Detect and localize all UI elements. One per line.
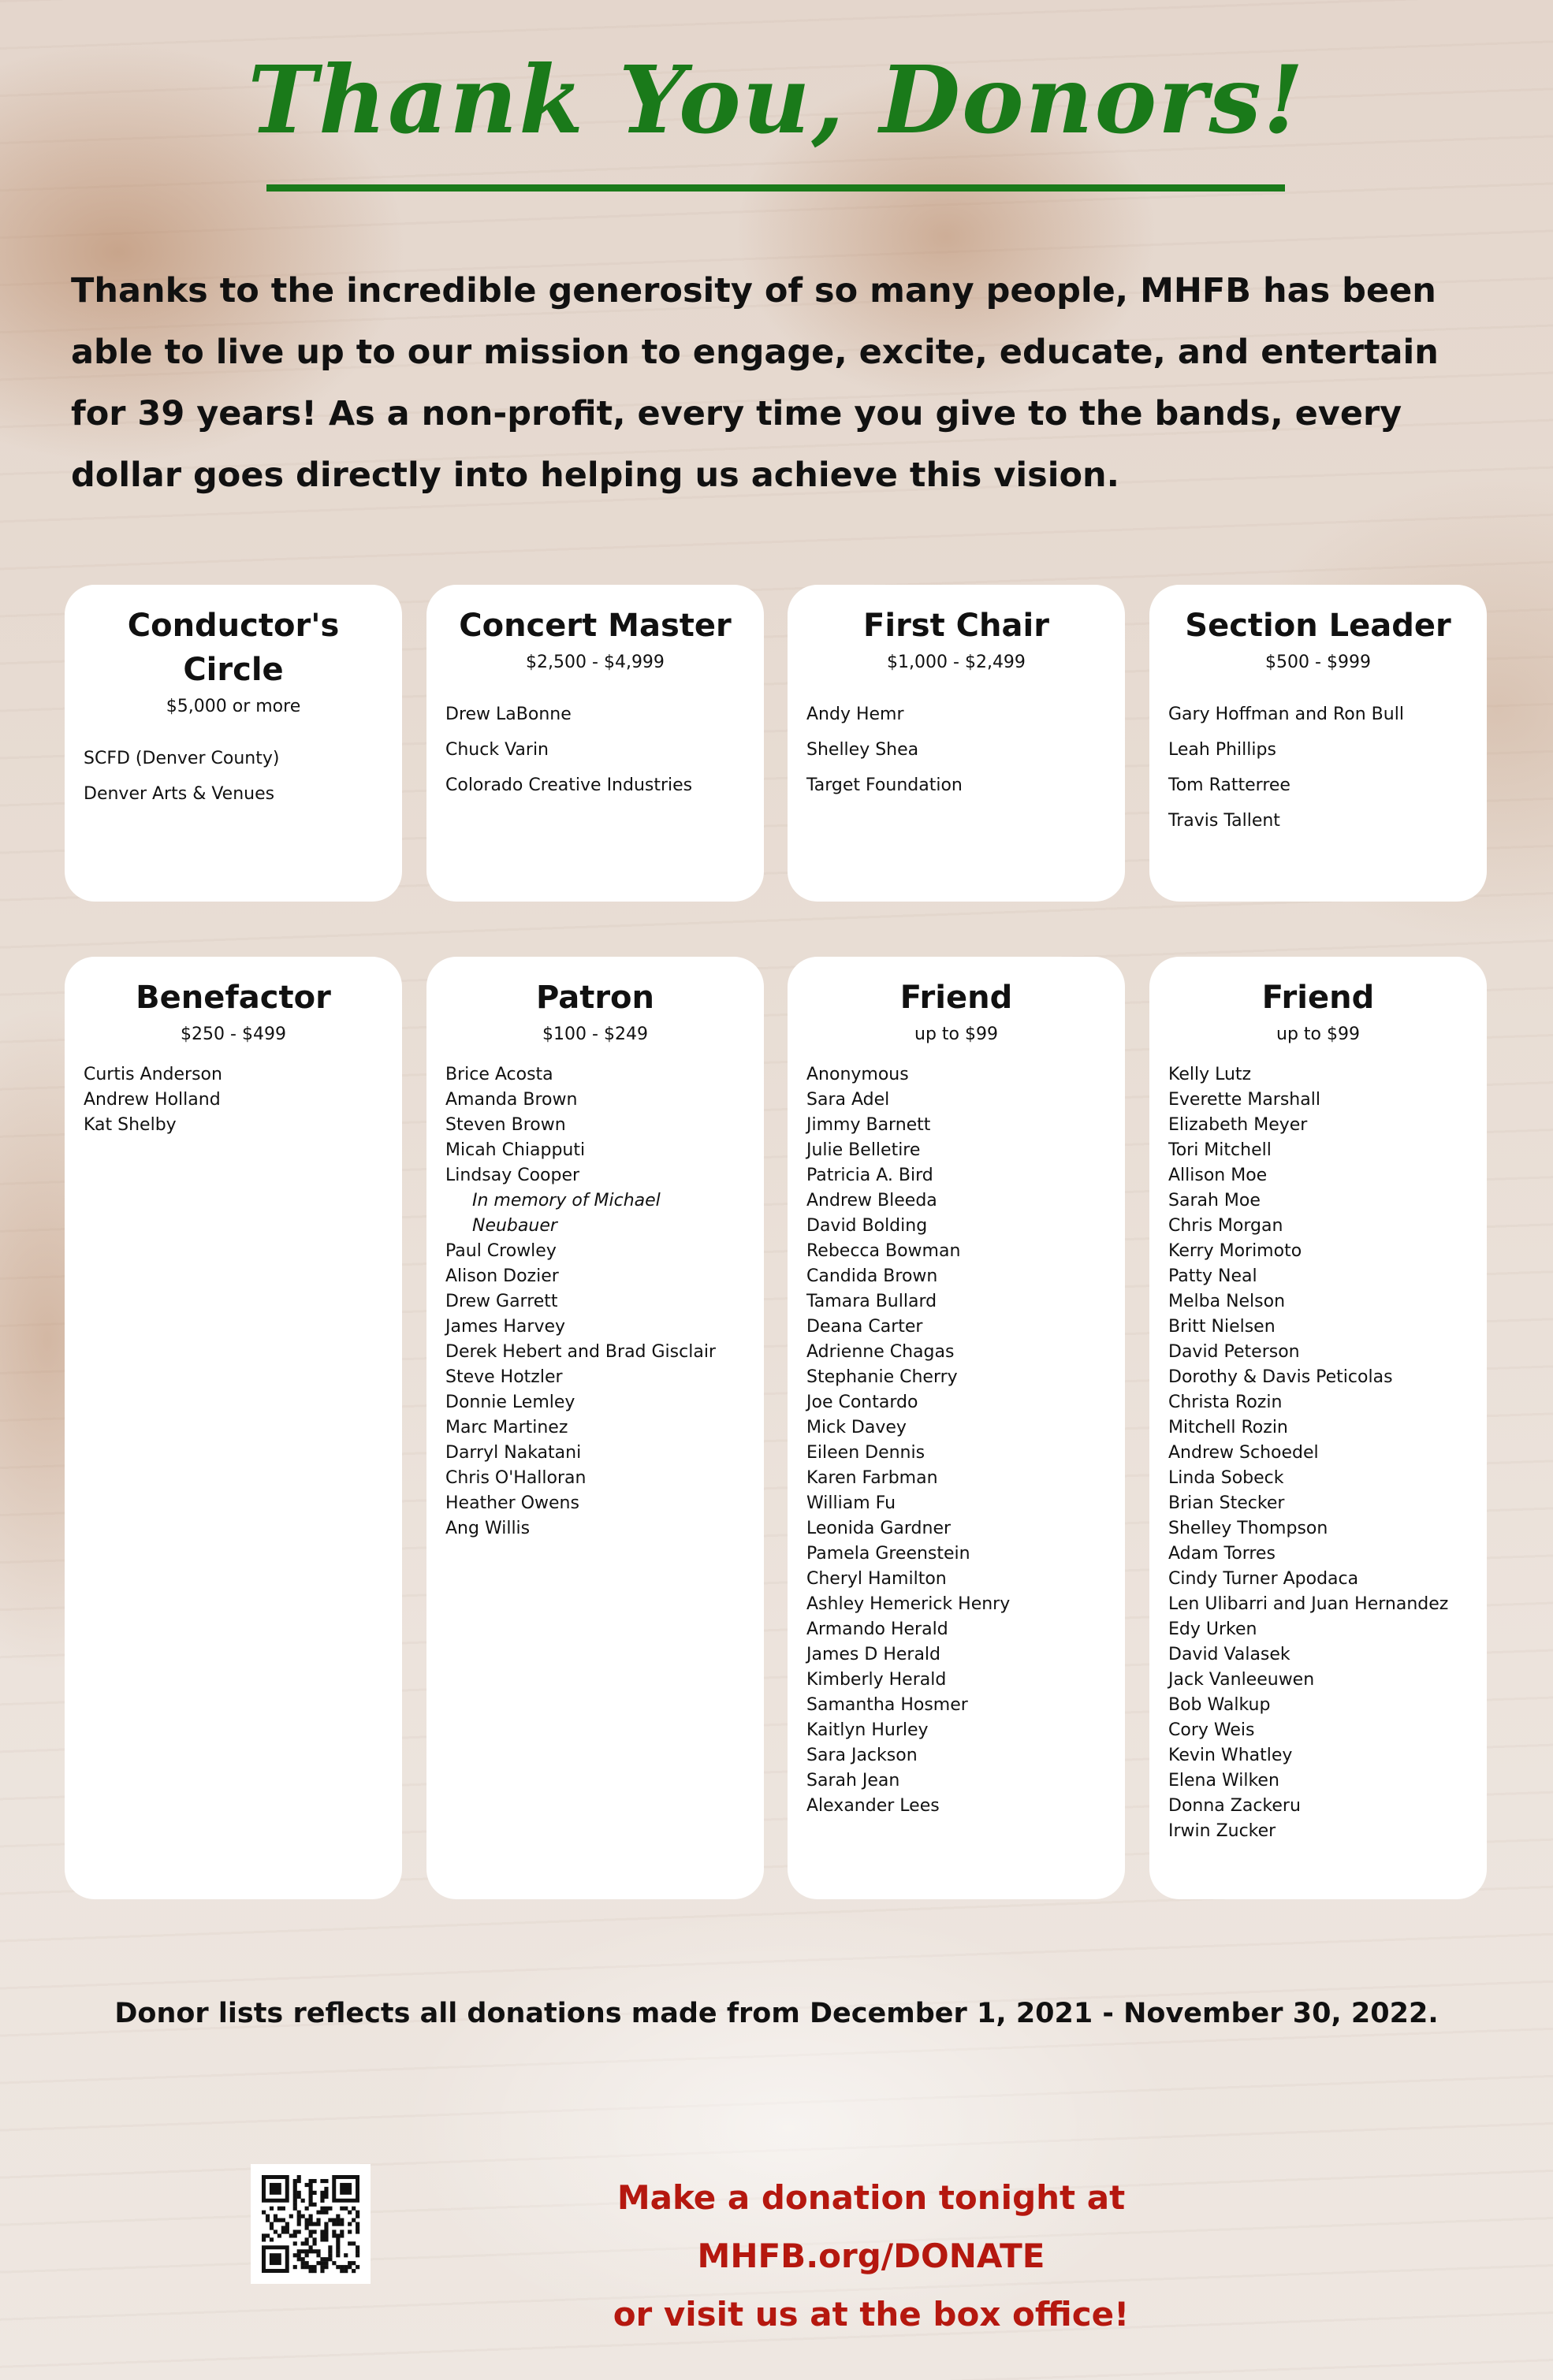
donor-name: Amanda Brown bbox=[445, 1090, 578, 1110]
donor-name: Curtis Anderson bbox=[84, 1065, 222, 1084]
donor-name: Linda Sobeck bbox=[1168, 1468, 1284, 1488]
donor-name: Karen Farbman bbox=[806, 1468, 938, 1488]
donor-name: Samantha Hosmer bbox=[806, 1695, 968, 1715]
title-underline bbox=[266, 184, 1285, 192]
donor-name: Adam Torres bbox=[1168, 1544, 1276, 1564]
donor-name: Gary Hoffman and Ron Bull bbox=[1168, 705, 1404, 724]
donor-name: Tom Ratterree bbox=[1168, 775, 1290, 795]
donor-name: Patty Neal bbox=[1168, 1266, 1257, 1286]
donor-name: Chris O'Halloran bbox=[445, 1468, 587, 1488]
donor-name: Britt Nielsen bbox=[1168, 1317, 1276, 1337]
card-friend-1 bbox=[788, 957, 1125, 1899]
donor-name: Andy Hemr bbox=[806, 705, 904, 724]
donor-list bbox=[1168, 1062, 1468, 1844]
donor-name: Pamela Greenstein bbox=[806, 1544, 970, 1564]
page-title: Thank You, Donors! bbox=[248, 45, 1305, 154]
donor-name: Bob Walkup bbox=[1168, 1695, 1271, 1715]
donor-name: Kaitlyn Hurley bbox=[806, 1720, 929, 1740]
donor-name: Mitchell Rozin bbox=[1168, 1418, 1288, 1437]
cta-line-1: Make a donation tonight at MHFB.org/DONATE bbox=[616, 2178, 1126, 2275]
donor-name: Alexander Lees bbox=[806, 1796, 940, 1816]
qr-code-graphic bbox=[251, 2164, 371, 2284]
donor-name: Target Foundation bbox=[806, 775, 963, 795]
donor-name: Leonida Gardner bbox=[806, 1519, 952, 1538]
donor-name: Edy Urken bbox=[1168, 1620, 1257, 1639]
donor-name: David Peterson bbox=[1168, 1342, 1300, 1362]
donor-name: Shelley Thompson bbox=[1168, 1519, 1328, 1538]
donor-name: Andrew Holland bbox=[84, 1090, 221, 1110]
donor-name: Sarah Moe bbox=[1168, 1191, 1261, 1210]
donor-name: Cindy Turner Apodaca bbox=[1168, 1569, 1359, 1589]
donor-name: Sarah Jean bbox=[806, 1771, 900, 1791]
donor-name: Kat Shelby bbox=[84, 1115, 177, 1135]
donor-name: Drew Garrett bbox=[445, 1292, 558, 1311]
donor-name: David Bolding bbox=[806, 1216, 928, 1236]
level-title: Benefactor bbox=[136, 980, 331, 1016]
donor-name: Lindsay Cooper bbox=[445, 1166, 580, 1185]
donor-name: Cory Weis bbox=[1168, 1720, 1255, 1740]
donor-name: Sara Jackson bbox=[806, 1746, 918, 1765]
donor-name: Allison Moe bbox=[1168, 1166, 1268, 1185]
intro-paragraph: Thanks to the incredible generosity of so many people, MHFB has been able to live up to our mission to engage, excite, educate, and entertain for 39 years! As a non-profit, every time you give to the bands, every dollar goes directly into helping us achieve this vision. bbox=[71, 271, 1439, 495]
level-title: Section Leader bbox=[1185, 608, 1451, 644]
donor-name: Armando Herald bbox=[806, 1620, 948, 1639]
donor-name: Patricia A. Bird bbox=[806, 1166, 933, 1185]
level-range: $1,000 - $2,499 bbox=[887, 653, 1026, 672]
card-benefactor bbox=[65, 957, 402, 1899]
donor-name: Dorothy & Davis Peticolas bbox=[1168, 1367, 1393, 1387]
donor-name: Stephanie Cherry bbox=[806, 1367, 958, 1387]
donor-name: Steve Hotzler bbox=[445, 1367, 563, 1387]
donor-name: Kevin Whatley bbox=[1168, 1746, 1293, 1765]
donor-name: Andrew Bleeda bbox=[806, 1191, 937, 1210]
donor-name: William Fu bbox=[806, 1493, 896, 1513]
donor-name: Eileen Dennis bbox=[806, 1443, 925, 1463]
donor-name: Paul Crowley bbox=[445, 1241, 557, 1261]
level-title: Concert Master bbox=[459, 608, 732, 644]
level-title: Patron bbox=[535, 980, 655, 1016]
level-title: Friend bbox=[1261, 980, 1375, 1016]
donor-name: Derek Hebert and Brad Gisclair bbox=[445, 1342, 716, 1362]
donation-period-note: Donor lists reflects all donations made from December 1, 2021 - November 30, 2022. bbox=[114, 1998, 1439, 2029]
donor-name: Anonymous bbox=[806, 1065, 909, 1084]
donor-name: Kerry Morimoto bbox=[1168, 1241, 1302, 1261]
donor-name: Brian Stecker bbox=[1168, 1493, 1285, 1513]
donor-name: Donna Zackeru bbox=[1168, 1796, 1301, 1816]
card-concert-master bbox=[426, 585, 764, 902]
donor-name: Cheryl Hamilton bbox=[806, 1569, 947, 1589]
donor-name: Donnie Lemley bbox=[445, 1393, 575, 1412]
donor-name: Rebecca Bowman bbox=[806, 1241, 961, 1261]
level-range: $100 - $249 bbox=[542, 1025, 648, 1044]
donor-name: Julie Belletire bbox=[806, 1140, 921, 1160]
donor-name: Micah Chiapputi bbox=[445, 1140, 586, 1160]
cta-line-2: or visit us at the box office! bbox=[613, 2295, 1130, 2334]
donor-name: Denver Arts & Venues bbox=[84, 784, 275, 804]
donor-name: Mick Davey bbox=[806, 1418, 907, 1437]
card-first-chair bbox=[788, 585, 1125, 902]
donor-name: Brice Acosta bbox=[445, 1065, 553, 1084]
level-range: up to $99 bbox=[1276, 1025, 1360, 1044]
donor-name: James D Herald bbox=[806, 1645, 941, 1664]
donor-name: Drew LaBonne bbox=[445, 705, 572, 724]
donor-name: Heather Owens bbox=[445, 1493, 579, 1513]
donor-name: Tamara Bullard bbox=[806, 1292, 937, 1311]
donor-list bbox=[84, 741, 383, 812]
donor-name: Tori Mitchell bbox=[1168, 1140, 1272, 1160]
donor-name: Ashley Hemerick Henry bbox=[806, 1594, 1011, 1614]
donor-name: Chris Morgan bbox=[1168, 1216, 1283, 1236]
level-range: $5,000 or more bbox=[166, 697, 301, 716]
donor-name: David Valasek bbox=[1168, 1645, 1290, 1664]
donor-name: Kimberly Herald bbox=[806, 1670, 947, 1690]
card-section-leader bbox=[1149, 585, 1487, 902]
donor-name: Joe Contardo bbox=[806, 1393, 918, 1412]
donor-list bbox=[84, 1062, 383, 1138]
donor-name: Sara Adel bbox=[806, 1090, 890, 1110]
donor-name: Steven Brown bbox=[445, 1115, 566, 1135]
level-range: $2,500 - $4,999 bbox=[526, 653, 665, 672]
donor-name: Adrienne Chagas bbox=[806, 1342, 955, 1362]
donor-name: Marc Martinez bbox=[445, 1418, 568, 1437]
donor-name: Irwin Zucker bbox=[1168, 1821, 1276, 1841]
qr-code-icon[interactable] bbox=[251, 2164, 371, 2284]
donor-name: Alison Dozier bbox=[445, 1266, 559, 1286]
donor-name: In memory of Michael Neubauer bbox=[472, 1191, 661, 1236]
donation-call-to-action bbox=[441, 2169, 1301, 2344]
level-range: $500 - $999 bbox=[1265, 653, 1371, 672]
donor-name: Darryl Nakatani bbox=[445, 1443, 582, 1463]
donor-name: Melba Nelson bbox=[1168, 1292, 1286, 1311]
donor-name: Shelley Shea bbox=[806, 740, 919, 760]
level-title: Friend bbox=[899, 980, 1013, 1016]
card-patron bbox=[426, 957, 764, 1899]
donor-name: SCFD (Denver County) bbox=[84, 749, 280, 768]
donor-name: Candida Brown bbox=[806, 1266, 938, 1286]
donor-name: James Harvey bbox=[445, 1317, 566, 1337]
donor-name: Andrew Schoedel bbox=[1168, 1443, 1319, 1463]
donor-name: Elizabeth Meyer bbox=[1168, 1115, 1308, 1135]
level-title: Conductor's Circle bbox=[127, 608, 340, 688]
donor-name: Christa Rozin bbox=[1168, 1393, 1283, 1412]
level-range: up to $99 bbox=[914, 1025, 998, 1044]
donor-name: Jimmy Barnett bbox=[806, 1115, 931, 1135]
donor-name: Kelly Lutz bbox=[1168, 1065, 1252, 1084]
donor-list bbox=[806, 697, 1106, 803]
donor-list bbox=[1168, 697, 1468, 839]
level-range: $250 - $499 bbox=[181, 1025, 286, 1044]
level-title: First Chair bbox=[863, 608, 1049, 644]
donor-name: Travis Tallent bbox=[1168, 811, 1280, 831]
donor-list bbox=[445, 1062, 745, 1541]
card-conductors-circle bbox=[65, 585, 402, 902]
donor-name: Colorado Creative Industries bbox=[445, 775, 693, 795]
donor-name: Len Ulibarri and Juan Hernandez bbox=[1168, 1594, 1449, 1614]
donor-name: Everette Marshall bbox=[1168, 1090, 1320, 1110]
donor-name: Ang Willis bbox=[445, 1519, 531, 1538]
donor-name: Elena Wilken bbox=[1168, 1771, 1279, 1791]
donor-name: Deana Carter bbox=[806, 1317, 923, 1337]
donor-list bbox=[445, 697, 745, 803]
card-friend-2 bbox=[1149, 957, 1487, 1899]
donor-name: Leah Phillips bbox=[1168, 740, 1276, 760]
donor-name: Chuck Varin bbox=[445, 740, 549, 760]
donor-name: Jack Vanleeuwen bbox=[1168, 1670, 1315, 1690]
donor-list bbox=[806, 1062, 1106, 1819]
